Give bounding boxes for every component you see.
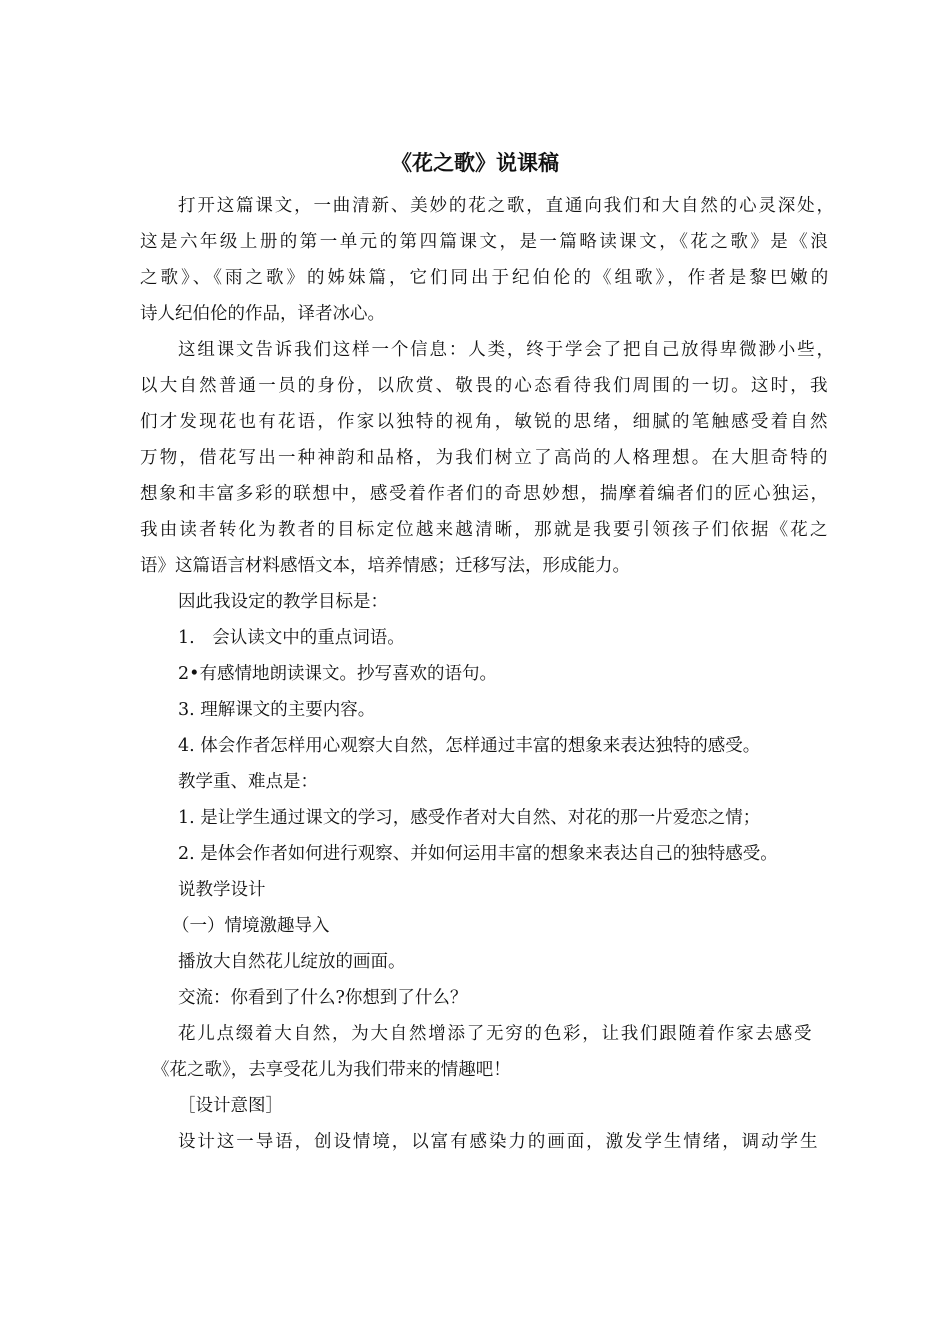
list-item: 1. 是让学生通过课文的学习，感受作者对大自然、对花的那一片爱恋之情； bbox=[178, 808, 761, 828]
paragraph-line: 语》这篇语言材料感悟文本，培养情感；迁移写法，形成能力。 bbox=[140, 556, 630, 576]
paragraph-line: 《花之歌》，去享受花儿为我们带来的情趣吧！ bbox=[152, 1060, 511, 1080]
paragraph-line: 教学重、难点是： bbox=[178, 772, 318, 792]
list-item: 2. 是体会作者如何进行观察、并如何运用丰富的想象来表达自己的独特感受。 bbox=[178, 844, 778, 864]
paragraph-line: 诗人纪伯伦的作品，译者冰心。 bbox=[140, 304, 385, 324]
paragraph-line: 因此我设定的教学目标是： bbox=[178, 592, 388, 612]
paragraph-line: 打开这篇课文，一曲清新、美妙的花之歌，直通向我们和大自然的心灵深处， bbox=[178, 196, 836, 216]
paragraph-line: 花儿点缀着大自然，为大自然增添了无穷的色彩，让我们跟随着作家去感受 bbox=[178, 1024, 814, 1044]
list-item: 2•有感情地朗读课文。抄写喜欢的语句。 bbox=[178, 664, 497, 684]
paragraph-line: 之歌》、《雨之歌》的姊妹篇，它们同出于纪伯伦的《组歌》，作者是黎巴嫩的 bbox=[140, 268, 832, 288]
paragraph-line: 万物，借花写出一种神韵和品格，为我们树立了高尚的人格理想。在大胆奇特的 bbox=[140, 448, 830, 468]
section-heading: ［设计意图］ bbox=[178, 1096, 283, 1116]
section-heading: （一）情境激趣导入 bbox=[172, 916, 330, 936]
paragraph-line: 我由读者转化为教者的目标定位越来越清晰，那就是我要引领孩子们依据《花之 bbox=[140, 520, 830, 540]
paragraph-line: 想象和丰富多彩的联想中，感受着作者们的奇思妙想，揣摩着编者们的匠心独运， bbox=[140, 484, 830, 504]
document-title: 《花之歌》说课稿 bbox=[391, 151, 559, 175]
section-heading: 说教学设计 bbox=[178, 880, 266, 900]
paragraph-line: 这是六年级上册的第一单元的第四篇课文，是一篇略读课文，《花之歌》是《浪 bbox=[140, 232, 831, 252]
list-item: 4. 体会作者怎样用心观察大自然，怎样通过丰富的想象来表达独特的感受。 bbox=[178, 736, 761, 756]
paragraph-line: 交流：你看到了什么?你想到了什么？ bbox=[178, 988, 468, 1008]
paragraph-line: 以大自然普通一员的身份，以欣赏、敬畏的心态看待我们周围的一切。这时，我 bbox=[140, 376, 830, 396]
paragraph-line: 这组课文告诉我们这样一个信息：人类，终于学会了把自己放得卑微渺小些， bbox=[178, 340, 836, 360]
list-item: 1. 会认读文中的重点词语。 bbox=[178, 628, 405, 648]
paragraph-line: 设计这一导语，创设情境，以富有感染力的画面，激发学生情绪，调动学生 bbox=[178, 1132, 820, 1152]
list-item: 3. 理解课文的主要内容。 bbox=[178, 700, 376, 720]
paragraph-line: 们才发现花也有花语，作家以独特的视角，敏锐的思绪，细腻的笔触感受着自然 bbox=[140, 412, 830, 432]
paragraph-line: 播放大自然花儿绽放的画面。 bbox=[178, 952, 406, 972]
